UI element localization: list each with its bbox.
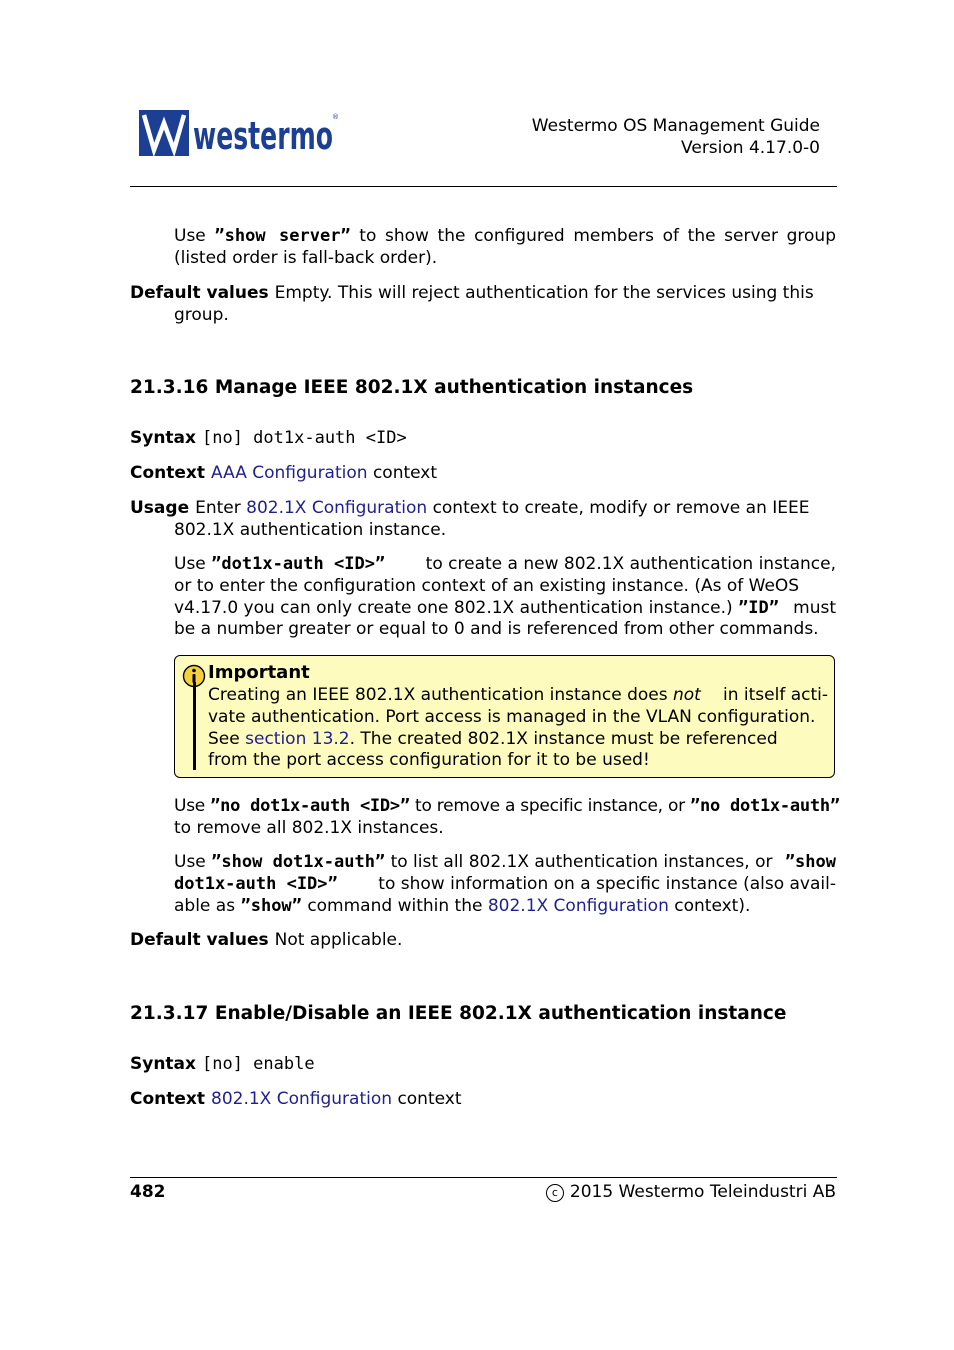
- header-rule: [130, 186, 837, 187]
- default-values-line: Default values Not applicable.: [130, 930, 403, 950]
- show-dot1x-auth-command: ”show dot1x-auth”: [211, 852, 386, 872]
- no-dot1x-auth-id-command: ”no dot1x-auth <ID>”: [210, 796, 410, 816]
- dot1x-auth-command: ”dot1x-auth <ID>”: [211, 554, 386, 574]
- important-body: Creating an IEEE 802.1X authentication instance does not in itself acti- vate authentication. Port access is managed in the VLAN configuration. See section 13.2. The created 802.1X instance must be referenced from the port access configuration for it to be used!: [208, 685, 828, 771]
- guide-title: Westermo OS Management Guide: [531, 116, 820, 136]
- important-title: Important: [208, 662, 310, 683]
- callout-bar: [193, 682, 196, 770]
- usage-line-cont: 802.1X authentication instance.: [174, 520, 447, 540]
- syntax-value-17: [no] enable: [202, 1054, 315, 1074]
- show-server-paragraph: Use ”show server” to show the configured members of the server group (listed order is fall-back order).: [174, 226, 836, 268]
- guide-version: Version 4.17.0-0: [681, 137, 820, 158]
- prev-default-values-cont: group.: [174, 305, 229, 325]
- footer-rule: [130, 1177, 837, 1178]
- section-heading-21-3-17: 21.3.17 Enable/Disable an IEEE 802.1X authentication instance: [130, 1003, 787, 1024]
- copyright: c 2015 Westermo Teleindustri AB: [546, 1182, 836, 1204]
- aaa-configuration-link[interactable]: AAA Configuration: [211, 463, 368, 483]
- syntax-line-17: Syntax [no] enable: [130, 1054, 315, 1074]
- westermo-logo: [139, 109, 339, 157]
- no-dot1x-auth-command: ”no dot1x-auth”: [690, 796, 840, 816]
- context-line-17: Context 802.1X Configuration context: [130, 1089, 462, 1109]
- syntax-line: Syntax [no] dot1x-auth <ID>: [130, 428, 407, 448]
- svg-text:westermo: westermo: [193, 114, 333, 157]
- copyright-icon: c: [546, 1184, 564, 1202]
- dot1x-auth-paragraph: Use ”dot1x-auth <ID>” to create a new 802.1X authentication instance, or to enter the configuration context of an existing instance. (As of WeOS v4.17.0 you can only create one 802.1X authentication instance.) ”ID” must be a number greater or equal to 0 and is referenced from other commands.: [174, 554, 836, 640]
- section-13-2-link[interactable]: section 13.2: [245, 728, 350, 749]
- usage-line: Usage Enter 802.1X Configuration context to create, modify or remove an IEEE: [130, 498, 810, 518]
- no-dot1x-paragraph: Use ”no dot1x-auth <ID>” to remove a specific instance, or ”no dot1x-auth” to remove all 802.1X instances.: [174, 796, 840, 838]
- show-dot1x-paragraph: Use ”show dot1x-auth” to list all 802.1X authentication instances, or ”show dot1x-auth <ID>” to show information on a specific instance (also avail- able as ”show” command within the 802.1X Configuration context).: [174, 852, 836, 916]
- section-heading-21-3-16: 21.3.16 Manage IEEE 802.1X authentication instances: [130, 377, 694, 398]
- context-line: Context AAA Configuration context: [130, 463, 438, 483]
- page-header: [532, 116, 820, 160]
- page-number: 482: [130, 1182, 166, 1202]
- syntax-value: [no] dot1x-auth <ID>: [202, 428, 407, 448]
- dot1x-configuration-link-3[interactable]: 802.1X Configuration: [211, 1089, 393, 1109]
- dot1x-configuration-link-2[interactable]: 802.1X Configuration: [487, 895, 669, 916]
- show-dot1x-auth-id-command: dot1x-auth <ID>”: [174, 873, 338, 894]
- dot1x-configuration-link[interactable]: 802.1X Configuration: [246, 498, 428, 518]
- prev-default-values: Default values Empty. This will reject authentication for the services using this: [130, 283, 814, 303]
- svg-text:®: ®: [332, 113, 339, 121]
- important-callout: [174, 655, 835, 778]
- show-server-command: ”show server”: [214, 226, 351, 246]
